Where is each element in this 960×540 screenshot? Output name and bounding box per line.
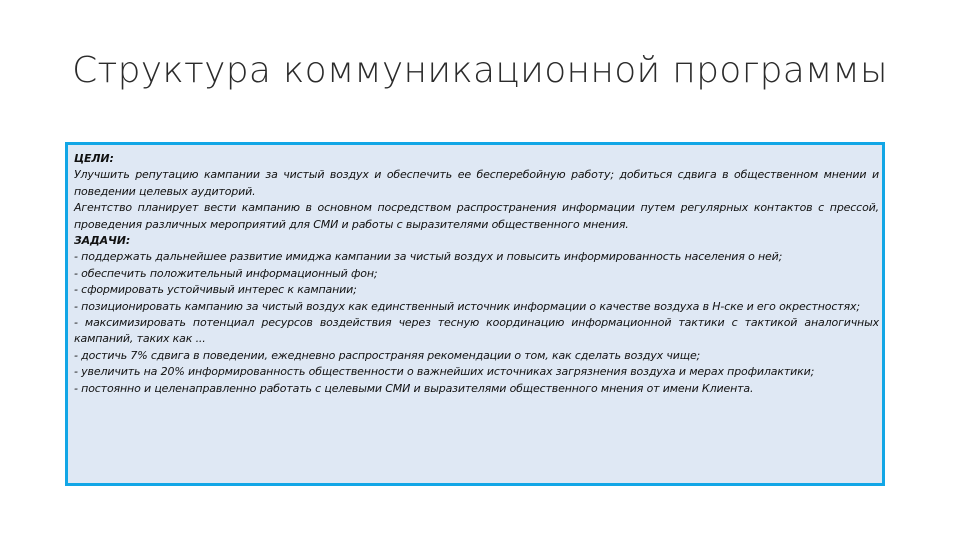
task-item: - поддержать дальнейшее развитие имиджа кампании за чистый воздух и повысить информированность населения о ней;	[74, 250, 783, 264]
task-item: - увеличить на 20% информированность общественности о важнейших источниках загрязнения воздуха и мерах профилактики;	[74, 365, 815, 379]
task-item: - сформировать устойчивый интерес к кампании;	[74, 283, 357, 297]
goals-heading: ЦЕЛИ:	[74, 152, 114, 165]
task-item: - обеспечить положительный информационный фон;	[74, 266, 378, 280]
task-item: - максимизировать потенциал ресурсов воздействия через тесную координацию информационной тактики с тактикой аналогичных кампаний, таких как ...	[74, 316, 879, 346]
goal-paragraph-1: Улучшить репутацию кампании за чистый воздух и обеспечить ее бесперебойную работу; добиться сдвига в общественном мнении и поведении целевых аудиторий.	[74, 168, 879, 198]
content-box	[65, 142, 885, 486]
goal-paragraph-2: Агентство планирует вести кампанию в основном посредством распространения информации путем регулярных контактов с прессой, проведения различных мероприятий для СМИ и работы с выразителями общественного мнения.	[74, 201, 879, 231]
task-item: - постоянно и целенаправленно работать с целевыми СМИ и выразителями общественного мнения от имени Клиента.	[74, 381, 754, 395]
content-text	[74, 151, 879, 397]
task-item: - достичь 7% сдвига в поведении, ежедневно распространяя рекомендации о том, как сделать воздух чище;	[74, 348, 701, 362]
task-item: - позиционировать кампанию за чистый воздух как единственный источник информации о качестве воздуха в Н-ске и его окрестностях;	[74, 299, 860, 313]
tasks-heading: ЗАДАЧИ:	[74, 234, 131, 248]
slide-title: Структура коммуникационной программы	[72, 50, 888, 91]
